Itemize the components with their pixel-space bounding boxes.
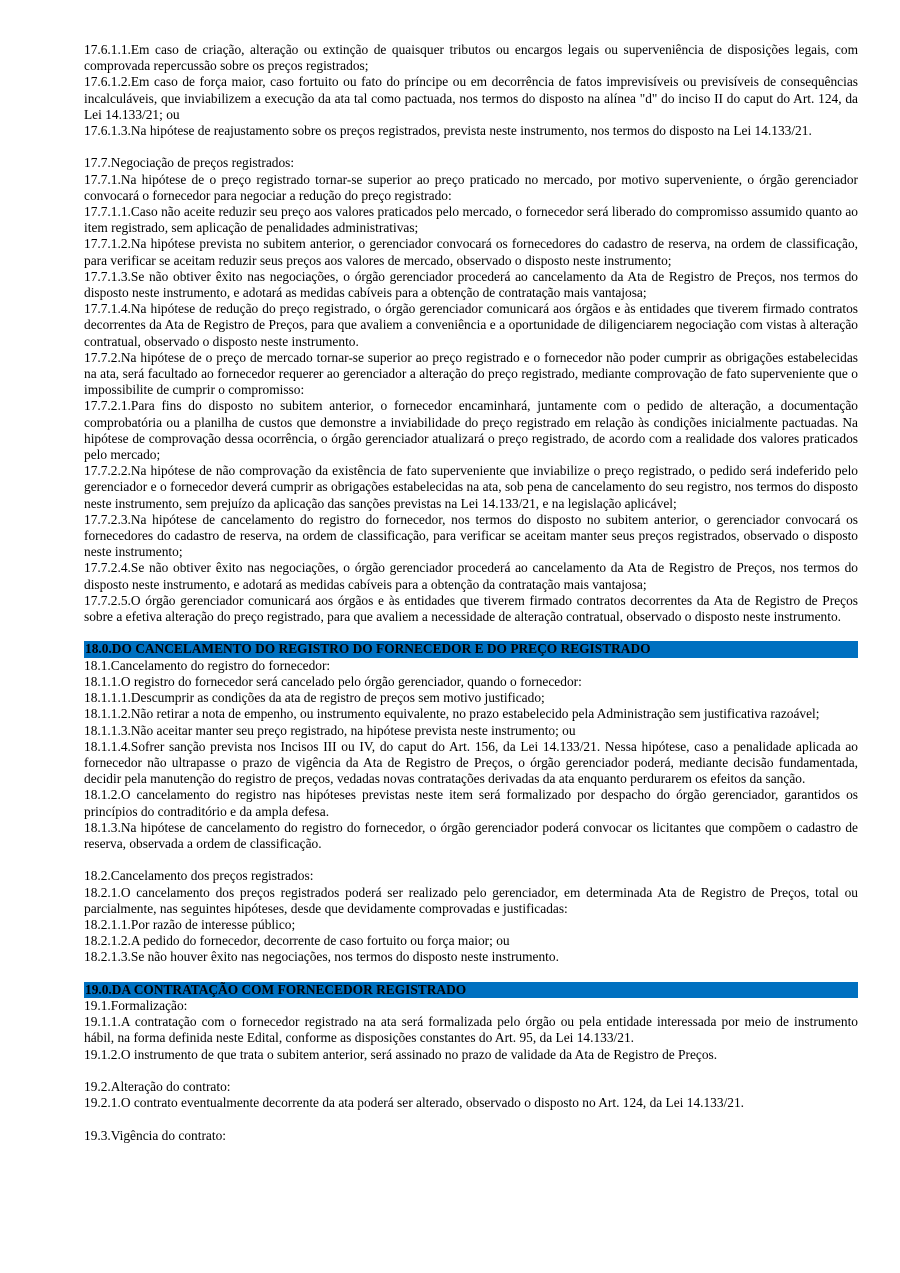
clause-paragraph: 18.1.1.O registro do fornecedor será cancelado pelo órgão gerenciador, quando o fornecedor: bbox=[84, 673, 582, 689]
document-page bbox=[84, 42, 858, 1144]
clause-paragraph: 18.1.1.2.Não retirar a nota de empenho, ou instrumento equivalente, no prazo estabelecido pela Administração sem justificativa razoável; bbox=[84, 706, 820, 722]
clause-paragraph: 18.2.1.2.A pedido do fornecedor, decorrente de caso fortuito ou força maior; ou bbox=[84, 933, 510, 949]
blank-line bbox=[84, 852, 858, 868]
blank-line bbox=[84, 625, 858, 641]
clause-paragraph: 17.6.1.1.Em caso de criação, alteração ou extinção de quaisquer tributos ou encargos legais ou superveniência de disposições legais, com comprovada repercussão sobre os preços registrados; bbox=[84, 42, 858, 74]
clause-paragraph: 17.7.1.2.Na hipótese prevista no subitem anterior, o gerenciador convocará os fornecedores do cadastro de reserva, na ordem de classificação, para verificar se aceitam reduzir seus preços aos valores de mercado, observado o disposto neste instrumento; bbox=[84, 236, 858, 268]
clause-paragraph: 19.1.2.O instrumento de que trata o subitem anterior, será assinado no prazo de validade da Ata de Registro de Preços. bbox=[84, 1046, 718, 1062]
blank-line bbox=[84, 966, 858, 982]
clause-paragraph: 18.1.3.Na hipótese de cancelamento do registro do fornecedor, o órgão gerenciador poderá convocar os licitantes que compõem o cadastro de reserva, observada a ordem de classificação. bbox=[84, 819, 858, 851]
clause-paragraph: 17.7.Negociação de preços registrados: bbox=[84, 155, 295, 171]
clause-paragraph: 17.6.1.3.Na hipótese de reajustamento sobre os preços registrados, prevista neste instrumento, nos termos do disposto na Lei 14.133/21. bbox=[84, 123, 812, 139]
clause-paragraph: 17.7.1.1.Caso não aceite reduzir seu preço aos valores praticados pelo mercado, o fornecedor será liberado do compromisso assumido quanto ao item registrado, sem aplicação de penalidades administrativas; bbox=[84, 204, 858, 236]
section-heading: 18.0.DO CANCELAMENTO DO REGISTRO DO FORNECEDOR E DO PREÇO REGISTRADO bbox=[84, 641, 858, 657]
clause-paragraph: 17.6.1.2.Em caso de força maior, caso fortuito ou fato do príncipe ou em decorrência de fatos imprevisíveis ou previsíveis de consequências incalculáveis, que inviabilizem a execução da ata tal como pactuada, nos termos do disposto na alínea "d" do inciso II do caput do Art. 124, da Lei 14.133/21; ou bbox=[84, 74, 858, 122]
clause-paragraph: 19.3.Vigência do contrato: bbox=[84, 1127, 226, 1143]
clause-paragraph: 18.2.1.1.Por razão de interesse público; bbox=[84, 916, 296, 932]
clause-paragraph: 17.7.2.3.Na hipótese de cancelamento do registro do fornecedor, nos termos do disposto no subitem anterior, o gerenciador convocará os fornecedores do cadastro de reserva, na ordem de classificação, para verificar se aceitam manter seus preços registrados, observado o disposto neste instrumento; bbox=[84, 511, 858, 560]
clause-paragraph: 19.2.Alteração do contrato: bbox=[84, 1078, 231, 1094]
clause-paragraph: 19.1.Formalização: bbox=[84, 997, 188, 1013]
clause-paragraph: 17.7.1.3.Se não obtiver êxito nas negociações, o órgão gerenciador procederá ao cancelamento da Ata de Registro de Preços, nos termos do disposto neste instrumento, e adotará as medidas cabíveis para a obtenção de contratação mais vantajosa; bbox=[84, 268, 858, 301]
clause-paragraph: 18.1.Cancelamento do registro do fornecedor: bbox=[84, 657, 331, 673]
clause-paragraph: 19.2.1.O contrato eventualmente decorrente da ata poderá ser alterado, observado o disposto no Art. 124, da Lei 14.133/21. bbox=[84, 1095, 745, 1111]
clause-paragraph: 18.2.1.3.Se não houver êxito nas negociações, nos termos do disposto neste instrumento. bbox=[84, 949, 559, 965]
clause-paragraph: 19.1.1.A contratação com o fornecedor registrado na ata será formalizada pelo órgão ou pela entidade interessada por meio de instrumento hábil, na forma definida neste Edital, conforme as disposições constantes do Art. 95, da Lei 14.133/21. bbox=[84, 1014, 858, 1046]
blank-line bbox=[84, 139, 858, 155]
clause-paragraph: 18.1.2.O cancelamento do registro nas hipóteses previstas neste item será formalizado por despacho do órgão gerenciador, garantidos os princípios do contraditório e da ampla defesa. bbox=[84, 787, 858, 819]
clause-paragraph: 17.7.2.Na hipótese de o preço de mercado tornar-se superior ao preço registrado e o fornecedor não poder cumprir as obrigações estabelecidas na ata, será facultado ao fornecedor requerer ao gerenciador a alteração do preço registrado, mediante comprovação de fato superveniente que o impossibilite de cumprir o compromisso: bbox=[84, 349, 858, 398]
clause-paragraph: 17.7.2.4.Se não obtiver êxito nas negociações, o órgão gerenciador procederá ao cancelamento da Ata de Registro de Preços, nos termos do disposto neste instrumento, e adotará as medidas cabíveis para a obtenção da contratação mais vantajosa; bbox=[84, 560, 858, 592]
clause-paragraph: 17.7.2.1.Para fins do disposto no subitem anterior, o fornecedor encaminhará, juntamente com o pedido de alteração, a documentação comprobatória ou a planilha de custos que demonstre a inviabilidade do preço registrado em relação às condições inicialmente pactuadas. Na hipótese de comprovação dessa ocorrência, o órgão gerenciador atualizará o preço registrado, de acordo com a realidade dos valores praticados pelo mercado; bbox=[84, 398, 858, 463]
clause-paragraph: 18.2.Cancelamento dos preços registrados: bbox=[84, 868, 314, 884]
clause-paragraph: 18.2.1.O cancelamento dos preços registrados poderá ser realizado pelo gerenciador, em determinada Ata de Registro de Preços, total ou parcialmente, nas seguintes hipóteses, desde que devidamente comprovadas e justificadas: bbox=[84, 884, 858, 916]
blank-line bbox=[84, 1111, 858, 1127]
blank-line bbox=[84, 1063, 858, 1079]
clause-paragraph: 17.7.2.5.O órgão gerenciador comunicará aos órgãos e às entidades que tiverem firmado contratos decorrentes da Ata de Registro de Preços sobre a efetiva alteração do preço registrado, para que avaliem a necessidade de alteração contratual, observado o disposto neste instrumento. bbox=[84, 592, 858, 625]
clause-paragraph: 18.1.1.4.Sofrer sanção prevista nos Incisos III ou IV, do caput do Art. 156, da Lei 14.133/21. Nessa hipótese, caso a penalidade aplicada ao fornecedor não ultrapasse o prazo de vigência da Ata de Registro de Preços, o órgão gerenciador poderá, mediante decisão fundamentada, decidir pela manutenção do registro de preços, vedadas novas contratações derivadas da ata enquanto perdurarem os efeitos da sanção. bbox=[84, 738, 858, 787]
clause-paragraph: 17.7.2.2.Na hipótese de não comprovação da existência de fato superveniente que inviabilize o preço registrado, o pedido será indeferido pelo gerenciador e o fornecedor deverá cumprir as obrigações estabelecidas na ata, sob pena de cancelamento do seu registro, nos termos do disposto neste instrumento, sem prejuízo da aplicação das sanções previstas na Lei 14.133/21, e na legislação aplicável; bbox=[84, 463, 858, 511]
clause-paragraph: 18.1.1.1.Descumprir as condições da ata de registro de preços sem motivo justificado; bbox=[84, 690, 545, 706]
clause-paragraph: 17.7.1.Na hipótese de o preço registrado tornar-se superior ao preço praticado no mercado, por motivo superveniente, o órgão gerenciador convocará o fornecedor para negociar a redução do preço registrado: bbox=[84, 171, 858, 203]
clause-paragraph: 18.1.1.3.Não aceitar manter seu preço registrado, na hipótese prevista neste instrumento; ou bbox=[84, 722, 576, 738]
clause-paragraph: 17.7.1.4.Na hipótese de redução do preço registrado, o órgão gerenciador comunicará aos órgãos e às entidades que tiverem firmado contratos decorrentes da Ata de Registro de Preços, para que avaliem a conveniência e a oportunidade de diligenciarem negociação com vistas à alteração contratual, observado o disposto neste instrumento. bbox=[84, 301, 858, 349]
section-heading: 19.0.DA CONTRATAÇÃO COM FORNECEDOR REGISTRADO bbox=[84, 982, 858, 998]
